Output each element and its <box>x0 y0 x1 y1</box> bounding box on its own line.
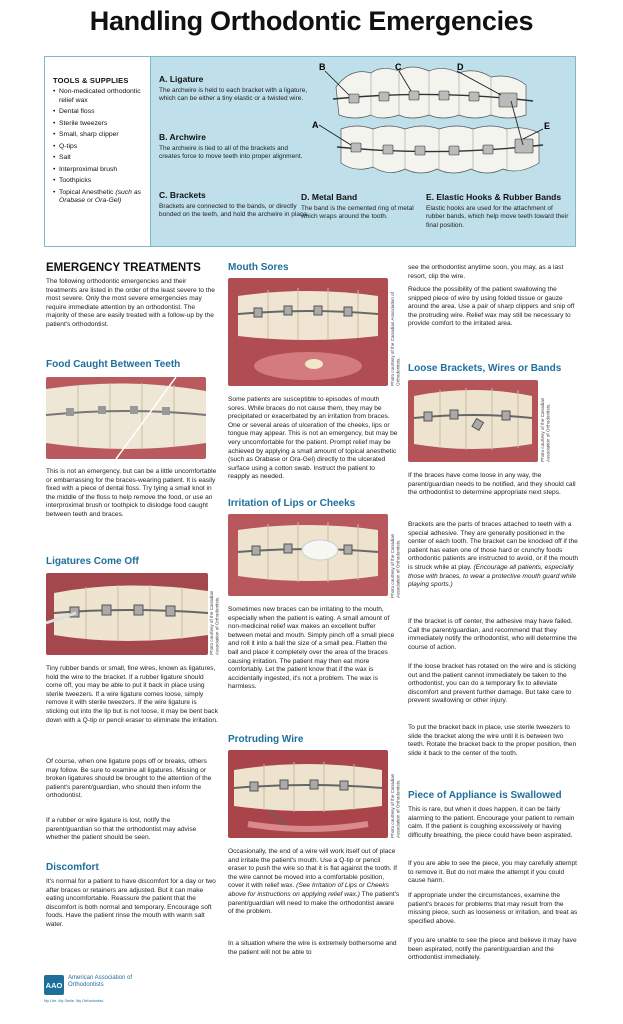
photo-credit: Photo courtesy of the Canadian Association of Orthodontists. <box>390 533 401 598</box>
tools-supplies-box <box>45 57 151 246</box>
food-photo <box>46 377 206 459</box>
protruding-text-1-italic: (See Irritation of Lips or Cheeks above for instructions on applying relief wax.) <box>228 882 389 898</box>
loose-photo <box>408 380 538 462</box>
protruding-text-1 <box>228 848 400 917</box>
tools-heading: TOOLS & SUPPLIES <box>53 76 129 85</box>
ligatures-text-2: Of course, when one ligature pops off or breaks, others may follow. Be sure to examine all ligatures. Missing or broken ligatures should be brought to the attention of the patient's parent/guardian, who should then inform the orthodontist. <box>46 758 212 800</box>
protruding-heading: Protruding Wire <box>228 734 304 745</box>
discomfort-heading: Discomfort <box>46 862 99 873</box>
part-title: D. Metal Band <box>301 192 358 202</box>
tools-item: • Sterile tweezers <box>53 120 150 129</box>
mouth-sores-heading: Mouth Sores <box>228 262 289 273</box>
food-text: This is not an emergency, but can be a little uncomfortable or embarrassing for the braces-wearing patient. It is easily fixed with a piece of dental floss. Try tying a small knot in the middle of the floss to help remove the food, or use an interproximal brush or toothpick to dislodge food caught between teeth and braces. <box>46 468 217 518</box>
ligatures-photo <box>46 573 208 655</box>
swallowed-text-4: If you are unable to see the piece and believe it may have been aspirated, notify the parent/guardian and the orthodontist immediately. <box>408 937 577 962</box>
photo-credit: Photo courtesy of the Canadian Association of Orthodontists. <box>209 590 220 655</box>
ligatures-text-3: If a rubber or wire ligature is lost, notify the parent/guardian so that the orthodontist may advise whether the patient should be seen. <box>46 817 197 842</box>
tools-item <box>53 189 150 206</box>
photo-credit: Photo courtesy of the Canadian Association of Orthodontists. <box>540 397 551 462</box>
loose-text-5: To put the bracket back in place, use sterile tweezers to slide the bracket along the wire until it is between two teeth. Rotate the bracket back to the proper position, then slide it back to the center of the tooth. <box>408 724 577 757</box>
loose-text-1: If the braces have come loose in any way, the parent/guardian needs to be notified, and they should call the orthodontist to determine appropriate next steps. <box>408 472 576 497</box>
diagram-label-c: C <box>395 62 402 72</box>
tools-item-text: Topical Anesthetic <box>59 188 114 196</box>
food-heading: Food Caught Between Teeth <box>46 359 181 370</box>
part-metal-band <box>301 192 419 222</box>
diagram-label-e: E <box>544 121 551 131</box>
part-ligature <box>159 74 311 104</box>
part-title: C. Brackets <box>159 190 206 200</box>
loose-heading: Loose Brackets, Wires or Bands <box>408 363 562 374</box>
mouth-sores-photo <box>228 278 388 386</box>
part-text: Elastic hooks are used for the attachment of rubber bands, which help move teeth toward their final position. <box>426 205 569 229</box>
aao-logo <box>44 975 133 1003</box>
tools-item: • Small, sharp clipper <box>53 131 150 140</box>
loose-text-4: If the loose bracket has rotated on the wire and is sticking out and the patient cannot immediately be taken to the orthodontist, you can do a temporary fix to alleviate discomfort and prevent further damage. But take care to prevent swallowing or other injury. <box>408 663 576 705</box>
emergency-intro: The following orthodontic emergencies and their treatments are listed in the order of the least severe to the most severe. Only the most severe emergencies may require immediate attention by an orthodontist. The majority of these are easily treated with a follow-up by the patient's orthodontist. <box>46 278 215 328</box>
part-text: The archwire is held to each bracket with a ligature, which can be either a tiny elastic or a twisted wire. <box>159 87 308 103</box>
protruding-text-1b: The patient's parent/guardian will need to make the orthodontist aware of the problem. <box>228 890 400 916</box>
irritation-heading: Irritation of Lips or Cheeks <box>228 498 356 509</box>
braces-diagram <box>311 59 573 189</box>
aao-logo-tagline: My Life. My Smile. My Orthodontist. <box>44 999 104 1003</box>
part-text: The band is the cemented ring of metal which wraps around the tooth. <box>301 205 414 221</box>
tools-item: • Non-medicated orthodontic relief wax <box>53 88 150 105</box>
tools-item: • Toothpicks <box>53 177 150 186</box>
irritation-text: Sometimes new braces can be irritating to the mouth, especially when the patient is eating. A small amount of non-medicinal relief wax makes an excellent buffer between metal and mouth. Simply pinch off a small piece and roll it into a ball the size of a small pea. Flatten the ball and place it completely over the area of the braces causing irritation. The patient may then eat more comfortably. Let the patient know that if the wax is accidentally ingested, it's not a problem. The wax is harmless. <box>228 606 395 691</box>
protruding-continued-1: see the orthodontist anytime soon, you may, as a last resort, clip the wire. <box>408 264 564 280</box>
loose-text-2-italic: (Encourage all patients, especially those with braces, to wear a protective mouth guard while playing sports.) <box>408 563 577 589</box>
mouth-sores-text: Some patients are susceptible to episodes of mouth sores. While braces do not cause them, they may be precipitated or exacerbated by an irritation from braces. One or several areas of ulceration of the cheeks, lips or tongue may appear. This is not an emergency, but may be very uncomfortable for the patient. Prompt relief may be achieved by applying a small amount of topical anesthetic (such as Orabase or Ora-Gel) directly to the ulcerated surface using a cotton swab. Instruct the patient to reapply as needed. <box>228 396 398 481</box>
emergency-heading: EMERGENCY TREATMENTS <box>46 262 201 274</box>
part-title: B. Archwire <box>159 132 206 142</box>
tools-item-note: (such as Orabase or Ora-Gel) <box>59 188 141 204</box>
swallowed-text-1: This is rare, but when it does happen, it can be fairly alarming to the patient. Encourage your patient to remain calm. If the patient is coughing excessively or having difficulty breathing, the piece could have been aspirated. <box>408 806 575 839</box>
swallowed-text-3: If appropriate under the circumstances, examine the patient's braces for problems that may result from the missing piece, such as looseness or irritation, and treat as specified above. <box>408 892 578 925</box>
swallowed-heading: Piece of Appliance is Swallowed <box>408 790 562 801</box>
protruding-text-1a: Occasionally, the end of a wire will work itself out of place and irritate the patient's mouth. Use a Q-tip or pencil eraser to push the wire so that it is flat against the tooth. If the wire cannot be moved into a comfortable position, cover it with relief wax. <box>228 848 397 890</box>
loose-text-3: If the bracket is off center, the adhesive may have failed. Call the parent/guardian, and recommend that they immediately notify the orthodontist, who will determine the course of action. <box>408 618 577 651</box>
page-title: Handling Orthodontic Emergencies <box>89 6 534 36</box>
part-archwire <box>159 132 309 162</box>
photo-credit: Photo courtesy of the Canadian Association of Orthodontists. <box>390 773 401 838</box>
protruding-continued-2: Reduce the possibility of the patient swallowing the snipped piece of wire by using folded tissue or gauze around the area. Use a pair of sharp clippers and snip off the protruding wire. Relief wax may still be necessary to provide comfort to the irritated area. <box>408 286 575 328</box>
photo-credit: Photo courtesy of the Canadian Association of Orthodontists. <box>390 292 401 386</box>
tools-item: • Interproximal brush <box>53 166 150 175</box>
loose-text-2 <box>408 521 580 590</box>
diagram-label-d: D <box>457 62 464 72</box>
diagram-label-a: A <box>312 120 319 130</box>
irritation-photo <box>228 514 388 596</box>
anatomy-panel <box>44 56 576 247</box>
aao-logo-name: American Association of Orthodontists <box>68 975 133 988</box>
part-text: Brackets are connected to the bands, or directly bonded on the teeth, and hold the archwire in place. <box>159 203 309 219</box>
protruding-text-2: In a situation where the wire is extremely bothersome and the patient will not be able to <box>228 940 397 956</box>
loose-text-2a: Brackets are the parts of braces attached to teeth with a special adhesive. They are generally positioned in the center of each tooth. The bracket can be knocked off if the patient has eaten one of those hard or crunchy foods orthodontic patients are instructed to avoid, or if the mouth is struck while at play. <box>408 521 579 571</box>
ligatures-text-1: Tiny rubber bands or small, fine wires, known as ligatures, hold the wire to the bracket. If a rubber ligature should come off, you may be able to put it back in place using sterile tweezers. If a wire ligature comes loose, simply remove it with sterile tweezers. If the wire ligature is sticking out into the lip but is not loose, it may be bent back down with a Q-tip or pencil eraser to eliminate the irritation. <box>46 665 218 724</box>
protruding-photo <box>228 750 388 838</box>
part-title: A. Ligature <box>159 74 204 84</box>
part-brackets <box>159 190 309 220</box>
diagram-label-b: B <box>319 62 326 72</box>
ligatures-heading: Ligatures Come Off <box>46 556 139 567</box>
aao-logo-mark: AAO <box>44 975 64 995</box>
part-elastic-hooks <box>426 192 572 230</box>
part-title: E. Elastic Hooks & Rubber Bands <box>426 192 562 202</box>
swallowed-text-2: If you are able to see the piece, you may carefully attempt to remove it. But do not make the attempt if you could cause harm. <box>408 860 577 885</box>
tools-item: • Q-tips <box>53 143 150 152</box>
tools-list <box>53 88 150 206</box>
tools-item: • Salt <box>53 154 150 163</box>
discomfort-text: It's normal for a patient to have discomfort for a day or two after braces or retainers are adjusted. But it can make eating uncomfortable. Reassure the patient that the discomfort is both normal and temporary. Encourage soft foods. Have the patient rinse the mouth with warm salt water. <box>46 878 216 928</box>
part-text: The archwire is tied to all of the brackets and creates force to move teeth into proper alignment. <box>159 145 303 161</box>
tools-item: • Dental floss <box>53 108 150 117</box>
